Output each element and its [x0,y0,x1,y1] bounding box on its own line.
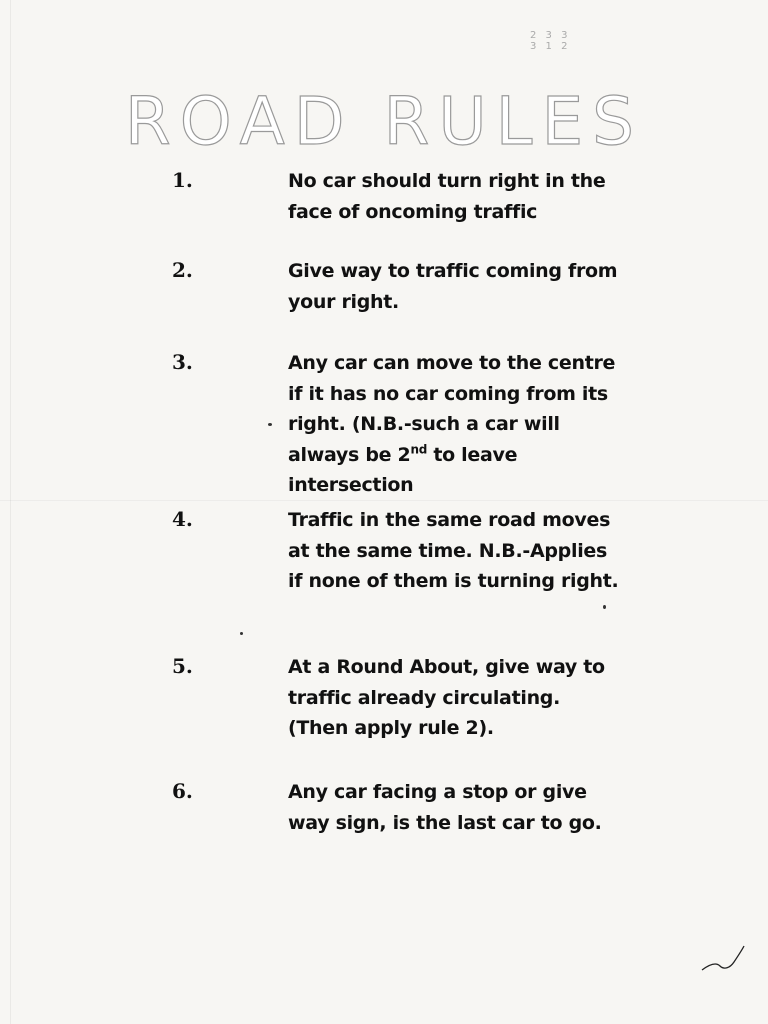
rule-line: at the same time. N.B.-Applies [288,539,608,562]
rule-line: your right. [288,290,399,313]
rule-number: 5. [172,654,193,678]
rule-number: 3. [172,350,193,374]
corner-handwritten-note: 2 3 3 3 1 2 [530,30,571,52]
rule-text [288,256,738,317]
page-title: ROAD RULES [124,83,644,160]
rule-text [288,505,738,597]
pen-scribble-mark [700,940,750,980]
rule-text [288,652,738,744]
rule-number: 4. [172,507,193,531]
rule-text [288,777,738,838]
rule-number: 1. [172,168,193,192]
rule-line-part: to leave [427,443,518,466]
rule-text [288,166,738,227]
rule-line: Give way to traffic coming from [288,260,618,282]
rule-text [288,348,738,501]
rule-line: traffic already circulating. [288,686,561,709]
rule-line: if none of them is turning right. [288,570,619,592]
rule-line: Any car can move to the centre [288,352,616,374]
ink-speck [240,632,243,635]
rule-line: No car should turn right in the [288,170,606,192]
rule-line: way sign, is the last car to go. [288,811,602,834]
rule-number: 6. [172,779,193,803]
rule-line: right. (N.B.-such a car will [288,413,560,435]
rule-line: At a Round About, give way to [288,656,605,678]
rule-line: (Then apply rule 2). [288,717,494,739]
rule-number: 2. [172,258,193,282]
ink-speck [268,423,272,426]
ink-speck [603,605,606,609]
rule-line-part: always be 2 [288,443,411,466]
rule-line: if it has no car coming from its [288,382,608,405]
rule-line [288,440,738,471]
rule-line: Any car facing a stop or give [288,781,587,803]
rule-line: Traffic in the same road moves [288,509,611,531]
rule-line: face of oncoming traffic [288,200,538,223]
superscript-ordinal: nd [410,442,428,457]
rule-line: intersection [288,474,414,496]
